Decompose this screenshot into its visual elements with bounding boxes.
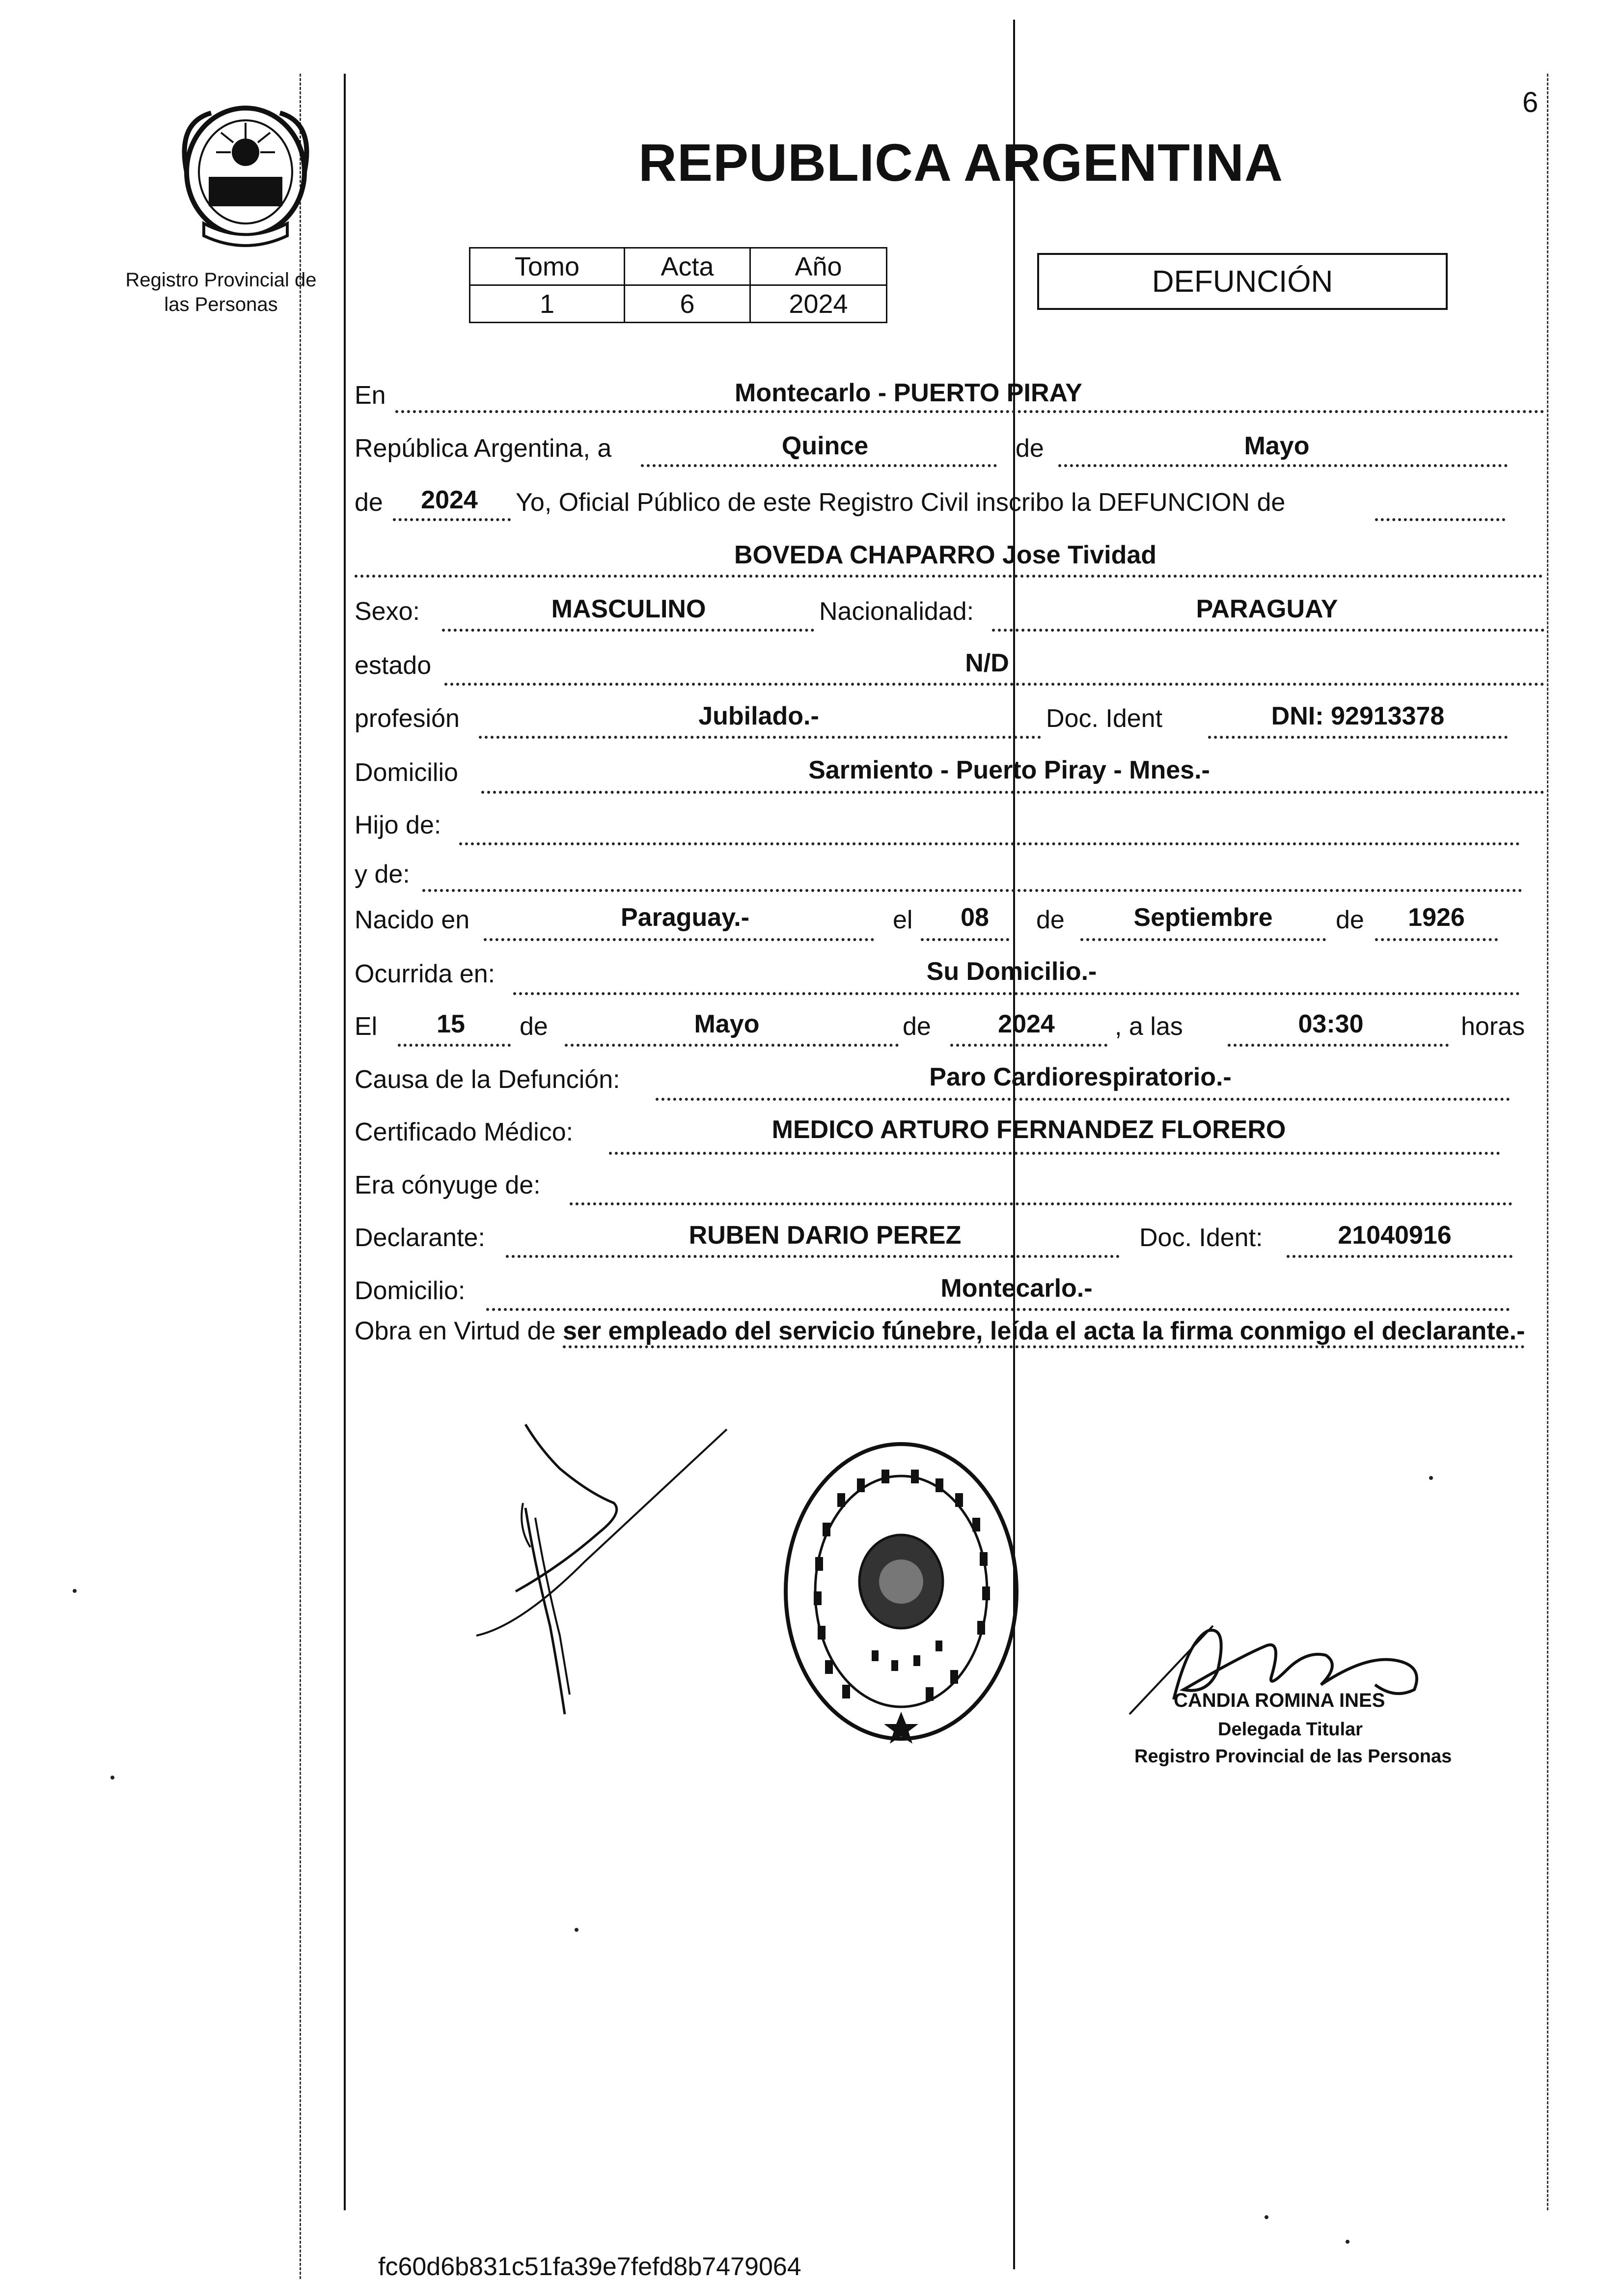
y-de-line bbox=[422, 889, 1522, 892]
domicilio-label: Domicilio bbox=[355, 758, 458, 787]
ocurrida-en-line bbox=[513, 992, 1520, 995]
year-line bbox=[393, 518, 511, 521]
hijo-de-label: Hijo de: bbox=[355, 811, 441, 839]
estado-line bbox=[444, 683, 1544, 686]
declarante-label: Declarante: bbox=[355, 1224, 485, 1252]
scan-speck bbox=[110, 1776, 114, 1780]
scan-speck bbox=[575, 1928, 578, 1932]
de-label-1: de bbox=[1016, 434, 1044, 463]
fold-line bbox=[1013, 20, 1015, 2269]
nacido-en-label: Nacido en bbox=[355, 906, 470, 934]
scan-speck bbox=[1265, 2215, 1268, 2219]
death-year-value: 2024 bbox=[998, 1010, 1055, 1038]
republica-label: República Argentina, a bbox=[355, 434, 612, 463]
profesion-label: profesión bbox=[355, 704, 460, 733]
death-day-line bbox=[398, 1044, 511, 1047]
doc-ident-value: DNI: 92913378 bbox=[1271, 702, 1445, 730]
certificado-label: Certificado Médico: bbox=[355, 1118, 574, 1146]
death-year-line bbox=[950, 1044, 1107, 1047]
acta-value: 6 bbox=[625, 285, 750, 323]
death-month-line bbox=[565, 1044, 899, 1047]
el-label: el bbox=[893, 906, 913, 934]
misiones-coat-of-arms-logo bbox=[157, 93, 334, 250]
official-stamp bbox=[778, 1439, 1024, 1744]
document-hash: fc60d6b831c51fa39e7fefd8b7479064 bbox=[378, 2253, 801, 2281]
obra-en-virtud-paragraph bbox=[355, 1310, 1538, 1352]
domicilio-label-2: Domicilio: bbox=[355, 1277, 466, 1305]
left-margin-line bbox=[300, 74, 301, 2279]
left-form-border bbox=[344, 74, 346, 2210]
hour-value: 03:30 bbox=[1298, 1010, 1364, 1038]
nacionalidad-line bbox=[992, 629, 1544, 632]
nacido-en-value: Paraguay.- bbox=[620, 903, 750, 932]
ocurrida-en-value: Su Domicilio.- bbox=[926, 957, 1097, 986]
birth-month-value: Septiembre bbox=[1133, 903, 1273, 932]
nacido-en-line bbox=[484, 938, 874, 941]
doc-ident-label: Doc. Ident bbox=[1046, 704, 1163, 733]
acta-header: Acta bbox=[625, 248, 750, 285]
day-line bbox=[641, 464, 997, 467]
estado-value: N/D bbox=[965, 649, 1009, 677]
page-number: 6 bbox=[1522, 86, 1539, 118]
right-margin-line bbox=[1547, 74, 1548, 2210]
certificado-line bbox=[609, 1152, 1500, 1155]
declarante-domicilio-value: Montecarlo.- bbox=[940, 1274, 1093, 1303]
officer-role: Delegada Titular bbox=[1218, 1719, 1363, 1740]
officer-registry: Registro Provincial de las Personas bbox=[1134, 1746, 1452, 1767]
ocurrida-en-label: Ocurrida en: bbox=[355, 960, 495, 988]
record-reference-table bbox=[469, 247, 887, 323]
causa-label: Causa de la Defunción: bbox=[355, 1065, 620, 1094]
certificado-value: MEDICO ARTURO FERNANDEZ FLORERO bbox=[771, 1115, 1286, 1144]
death-day-value: 15 bbox=[437, 1010, 465, 1038]
declarante-doc-value: 21040916 bbox=[1338, 1221, 1452, 1250]
birth-year-line bbox=[1375, 938, 1498, 941]
causa-line bbox=[656, 1098, 1510, 1101]
a-las-label: , a las bbox=[1115, 1012, 1183, 1041]
declarant-signature bbox=[462, 1419, 746, 1724]
declarante-doc-line bbox=[1287, 1255, 1513, 1258]
de-label-6: de bbox=[903, 1012, 931, 1041]
scan-speck bbox=[1346, 2240, 1349, 2244]
officer-name: CANDIA ROMINA INES bbox=[1174, 1690, 1385, 1711]
doc-ident-label-2: Doc. Ident: bbox=[1139, 1224, 1263, 1252]
declarante-line bbox=[506, 1255, 1120, 1258]
domicilio-line bbox=[481, 791, 1544, 794]
en-label: En bbox=[355, 381, 386, 410]
causa-value: Paro Cardiorespiratorio.- bbox=[929, 1063, 1232, 1091]
sexo-value: MASCULINO bbox=[551, 595, 706, 623]
el-label-2: El bbox=[355, 1012, 378, 1041]
y-de-label: y de: bbox=[355, 860, 410, 889]
oficial-statement: Yo, Oficial Público de este Registro Civil inscribo la DEFUNCION de bbox=[516, 488, 1286, 517]
month-line bbox=[1058, 464, 1508, 467]
de-label-2: de bbox=[355, 488, 383, 517]
profesion-value: Jubilado.- bbox=[698, 702, 819, 730]
sexo-label: Sexo: bbox=[355, 597, 420, 626]
tomo-value: 1 bbox=[470, 285, 625, 323]
conyuge-line bbox=[570, 1202, 1513, 1205]
en-value: Montecarlo - PUERTO PIRAY bbox=[735, 379, 1082, 407]
scan-speck bbox=[1429, 1476, 1433, 1480]
profesion-line bbox=[479, 736, 1041, 739]
hijo-de-line bbox=[459, 842, 1520, 845]
de-label-5: de bbox=[520, 1012, 548, 1041]
domicilio-value: Sarmiento - Puerto Piray - Mnes.- bbox=[808, 756, 1210, 784]
deceased-name-line bbox=[355, 575, 1543, 578]
horas-label: horas bbox=[1461, 1012, 1525, 1041]
year-value: 2024 bbox=[421, 486, 478, 514]
tomo-header: Tomo bbox=[470, 248, 625, 285]
de-label-4: de bbox=[1336, 906, 1364, 934]
scan-speck bbox=[73, 1589, 77, 1593]
birth-month-line bbox=[1080, 938, 1326, 941]
sexo-line bbox=[442, 629, 814, 632]
death-month-value: Mayo bbox=[694, 1010, 760, 1038]
estado-label: estado bbox=[355, 651, 432, 680]
deceased-name-value: BOVEDA CHAPARRO Jose Tividad bbox=[734, 541, 1157, 569]
en-line bbox=[395, 410, 1544, 413]
birth-day-value: 08 bbox=[961, 903, 989, 932]
doc-ident-line bbox=[1208, 736, 1508, 739]
anio-value: 2024 bbox=[750, 285, 887, 323]
de-label-3: de bbox=[1036, 906, 1065, 934]
page-title: REPUBLICA ARGENTINA bbox=[638, 133, 1283, 192]
month-value: Mayo bbox=[1244, 432, 1310, 460]
birth-year-value: 1926 bbox=[1408, 903, 1465, 932]
birth-day-line bbox=[921, 938, 1009, 941]
nacionalidad-label: Nacionalidad: bbox=[819, 597, 974, 626]
hour-line bbox=[1228, 1044, 1449, 1047]
oficial-line bbox=[1375, 518, 1505, 521]
record-type-box: DEFUNCIÓN bbox=[1037, 253, 1448, 310]
day-words-value: Quince bbox=[781, 432, 869, 460]
anio-header: Año bbox=[750, 248, 887, 285]
nacionalidad-value: PARAGUAY bbox=[1196, 595, 1338, 623]
declarante-value: RUBEN DARIO PEREZ bbox=[688, 1221, 962, 1250]
obra-value: ser empleado del servicio fúnebre, leída el acta la firma conmigo el declarante.- bbox=[563, 1317, 1525, 1348]
registry-name: Registro Provincial de las Personas bbox=[125, 269, 317, 315]
obra-label: Obra en Virtud de bbox=[355, 1317, 556, 1345]
conyuge-label: Era cónyuge de: bbox=[355, 1171, 541, 1199]
